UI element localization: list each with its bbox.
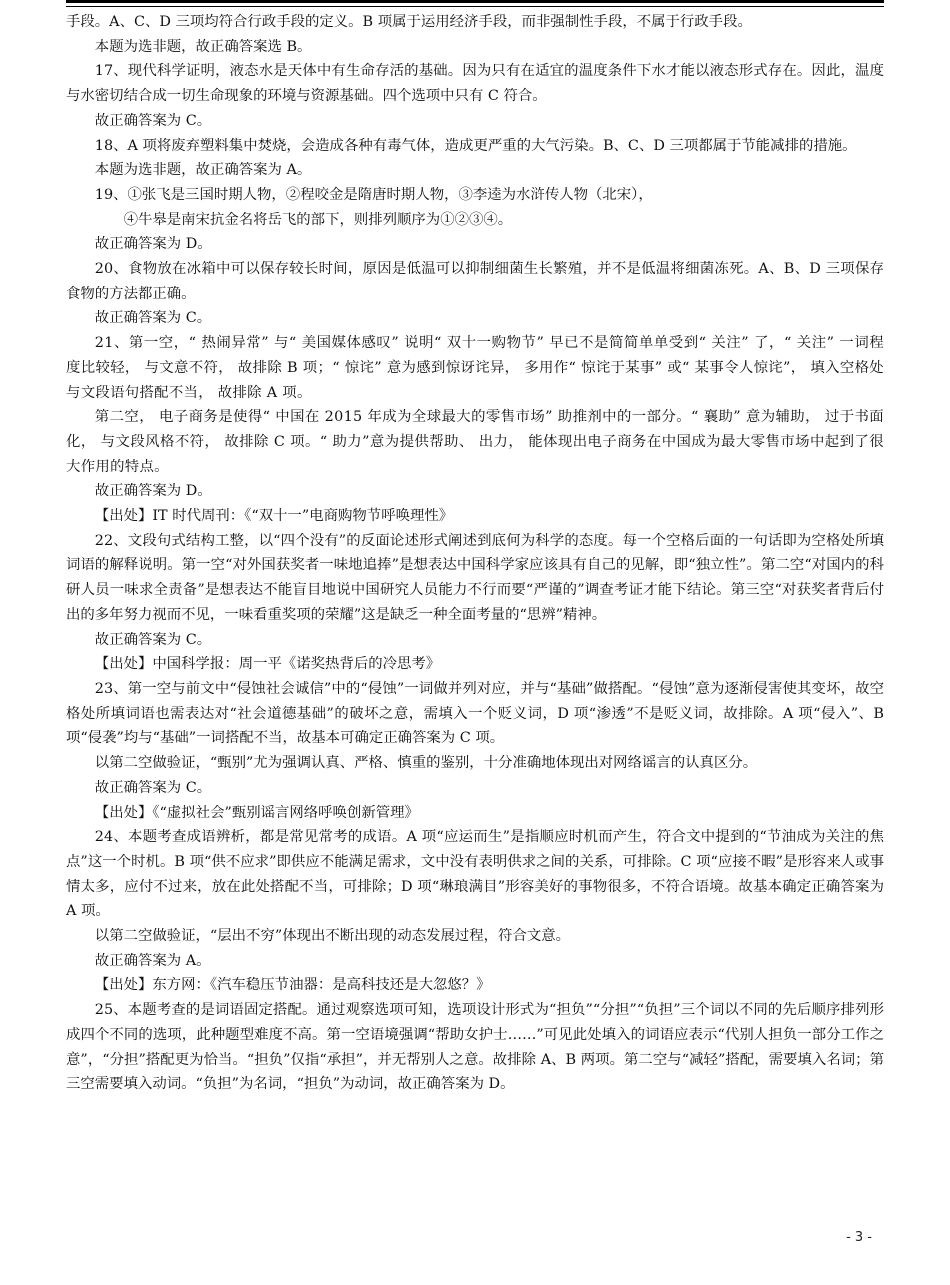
paragraph-19-cont: ④牛皋是南宋抗金名将岳飞的部下，则排列顺序为①②③④。 <box>123 211 513 228</box>
paragraph-16-tail: 手段。A、C、D 三项均符合行政手段的定义。B 项属于运用经济手段，而非强制性手段，不属于行政手段。 <box>66 14 752 30</box>
paragraph-24-answer: 故正确答案为 A。 <box>94 952 211 969</box>
paragraph-24: 24、本题考查成语辨析，都是常见常考的成语。A 项“应运而生”是指顺应时机而产生，符合文中提到的“节油成为关注的焦点”这一个时机。B 项“供不应求”即供应不能满足需求，文中没有表明供求之间的关系，可排除。C 项“应接不暇”是形容来人或事情太多，应付不过来，放在此处搭配不当，可排除；D 项“琳琅满目”形容美好的事物很多，不符合语境。故基本确定正确答案为 A 项。 <box>66 829 884 920</box>
paragraph-18-answer: 本题为选非题，故正确答案为 A。 <box>94 162 312 179</box>
paragraph-23-answer: 故正确答案为 C。 <box>94 779 212 796</box>
paragraph-25: 25、本题考查的是词语固定搭配。通过观察选项可知，选项设计形式为“担负”“分担”“负担”三个词以不同的先后顺序排列形成四个不同的选项，此种题型难度不高。第一空语境强调“帮助女护士……”可见此处填入的词语应表示“代别人担负一部分工作之意”，“分担”搭配更为恰当。“担负”仅指“承担”，并无帮别人之意。故排除 A、B 两项。第二空与“减轻”搭配，需要填入名词；第三空需要填入动词。“负担”为名词，“担负”为动词，故正确答案为 D。 <box>66 1002 884 1093</box>
paragraph-21-answer: 故正确答案为 D。 <box>94 483 212 500</box>
paragraph-22-source: 【出处】中国科学报：周一平《诺奖热背后的冷思考》 <box>94 656 441 673</box>
paragraph-17: 17、现代科学证明，液态水是天体中有生命存活的基础。因为只有在适宜的温度条件下水才能以液态形式存在。因此，温度与水密切结合成一切生命现象的环境与资源基础。四个选项中只有 C 符合。 <box>66 63 884 105</box>
paragraph-21-source: 【出处】IT 时代周刊：《“双十一”电商购物节呼唤理性》 <box>94 508 454 525</box>
paragraph-20-answer: 故正确答案为 C。 <box>94 310 212 327</box>
paragraph-16-answer: 本题为选非题，故正确答案选 B。 <box>94 38 312 55</box>
paragraph-21: 21、第一空，“ 热闹异常” 与“ 美国媒体感叹” 说明“ 双十一购物节” 早已不是简简单单受到“ 关注” 了，“ 关注” 一词程度比较轻， 与文意不符， 故排除 B 项；“ 惊诧” 意为感到惊讶诧异， 多用作“ 惊诧于某事” 或“ 某事令人惊诧”， 填入空格处与文段语句搭配不当， 故排除 A 项。 <box>66 335 884 401</box>
paragraph-18: 18、A 项将废弃塑料集中焚烧，会造成各种有毒气体，造成更严重的大气污染。B、C、D 三项都属于节能减排的措施。 <box>94 137 857 154</box>
paragraph-17-answer: 故正确答案为 C。 <box>94 112 212 129</box>
paragraph-23-source: 【出处】《“虚拟社会”甄别谣言网络呼唤创新管理》 <box>94 804 419 821</box>
answer-explanations <box>66 10 884 1097</box>
header-rule <box>66 0 884 3</box>
header-rule-thin <box>66 6 884 7</box>
paragraph-19-answer: 故正确答案为 D。 <box>94 236 212 253</box>
paragraph-23-verify: 以第二空做验证，“甄别”尤为强调认真、严格、慎重的鉴别，十分准确地体现出对网络谣言的认真区分。 <box>94 755 758 772</box>
paragraph-23: 23、第一空与前文中“侵蚀社会诚信”中的“侵蚀”一词做并列对应，并与“基础”做搭配。“侵蚀”意为逐渐侵害使其变坏，故空格处所填词语也需表达对“社会道德基础”的破坏之意，需填入一个贬义词，D 项“渗透”不是贬义词，故排除。A 项“侵入”、B 项“侵袭”均与“基础”一词搭配不当，故基本可确定正确答案为 C 项。 <box>66 680 884 747</box>
paragraph-20: 20、食物放在冰箱中可以保存较长时间，原因是低温可以抑制细菌生长繁殖，并不是低温将细菌冻死。A、B、D 三项保存食物的方法都正确。 <box>66 261 884 302</box>
paragraph-19: 19、①张飞是三国时期人物，②程咬金是隋唐时期人物，③李逵为水浒传人物（北宋）， <box>94 186 653 203</box>
paragraph-22: 22、文段句式结构工整，以“四个没有”的反面论述形式阐述到底何为科学的态度。每一个空格后面的一句话即为空格处所填词语的解释说明。第一空“对外国获奖者一味地追捧”是想表达中国科学家应该具有自己的见解，即“独立性”。第二空“对国内的科研人员一味求全责备”是想表达不能盲目地说中国研究人员能力不行而要“严谨的”调查考证才能下结论。第三空“对获奖者背后付出的多年努力视而不见，一味看重奖项的荣耀”这是缺乏一种全面考量的“思辨”精神。 <box>66 532 884 623</box>
page-number: - 3 - <box>846 1230 872 1245</box>
paragraph-24-verify: 以第二空做验证，“层出不穷”体现出不断出现的动态发展过程，符合文意。 <box>94 928 571 945</box>
paragraph-21-second-blank: 第二空， 电子商务是使得“ 中国在 2015 年成为全球最大的零售市场” 助推剂中的一部分。“ 襄助” 意为辅助， 过于书面化， 与文段风格不符， 故排除 C 项。“ 助力”意为提供帮助、 出力， 能体现出电子商务在中国成为最大零售市场中起到了很大作用的特点。 <box>66 409 884 475</box>
paragraph-22-answer: 故正确答案为 C。 <box>94 631 212 648</box>
paragraph-24-source: 【出处】东方网：《汽车稳压节油器：是高科技还是大忽悠？》 <box>94 977 491 994</box>
